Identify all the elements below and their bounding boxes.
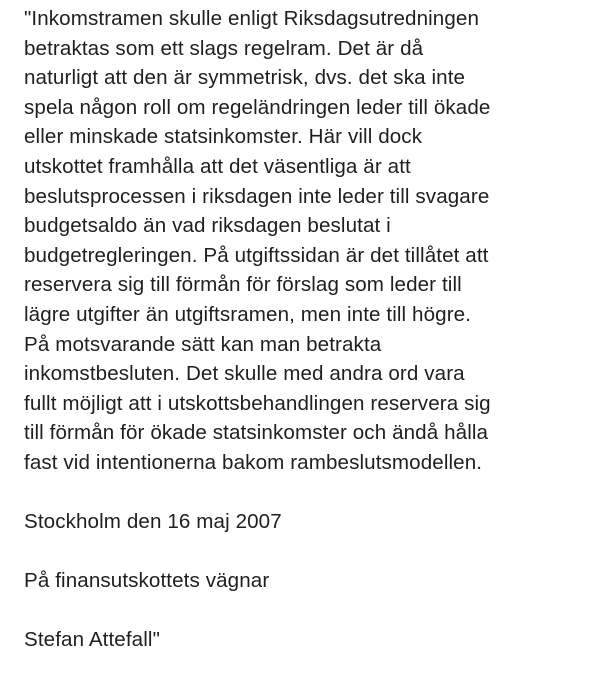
quote-line: fast vid intentionerna bakom rambeslutsmodellen.: [24, 450, 483, 474]
quote-line: spela någon roll om regeländringen leder till ökade: [24, 95, 491, 119]
quote-line: eller minskade statsinkomster. Här vill dock: [24, 125, 423, 149]
place-date: Stockholm den 16 maj 2007: [24, 510, 282, 534]
quote-line: betraktas som ett slags regelram. Det är då: [24, 36, 424, 60]
quote-paragraph: [24, 4, 596, 478]
quote-line: budgetregleringen. På utgiftssidan är det tillåtet att: [24, 243, 489, 267]
spacer: [24, 478, 596, 508]
quote-line: naturligt att den är symmetrisk, dvs. det ska inte: [24, 66, 466, 90]
quote-line: "Inkomstramen skulle enligt Riksdagsutredningen: [24, 7, 480, 30]
quote-line: inkomstbesluten. Det skulle med andra ord vara: [24, 362, 465, 386]
quote-line: fullt möjligt att i utskottsbehandlingen reservera sig: [24, 391, 491, 415]
signatory-name: Stefan Attefall": [24, 628, 160, 652]
document-body: [24, 4, 596, 655]
quote-line: reservera sig till förmån för förslag som leder till: [24, 273, 462, 297]
quote-line: lägre utgifter än utgiftsramen, men inte till högre.: [24, 302, 472, 326]
spacer: [24, 537, 596, 567]
quote-line: till förmån för ökade statsinkomster och ändå hålla: [24, 421, 489, 445]
on-behalf-line: På finansutskottets vägnar: [24, 569, 270, 593]
quote-line: utskottet framhålla att det väsentliga är att: [24, 154, 411, 178]
spacer: [24, 596, 596, 626]
quote-line: budgetsaldo än vad riksdagen beslutat i: [24, 214, 391, 238]
quote-line: På motsvarande sätt kan man betrakta: [24, 332, 382, 356]
quote-line: beslutsprocessen i riksdagen inte leder till svagare: [24, 184, 490, 208]
